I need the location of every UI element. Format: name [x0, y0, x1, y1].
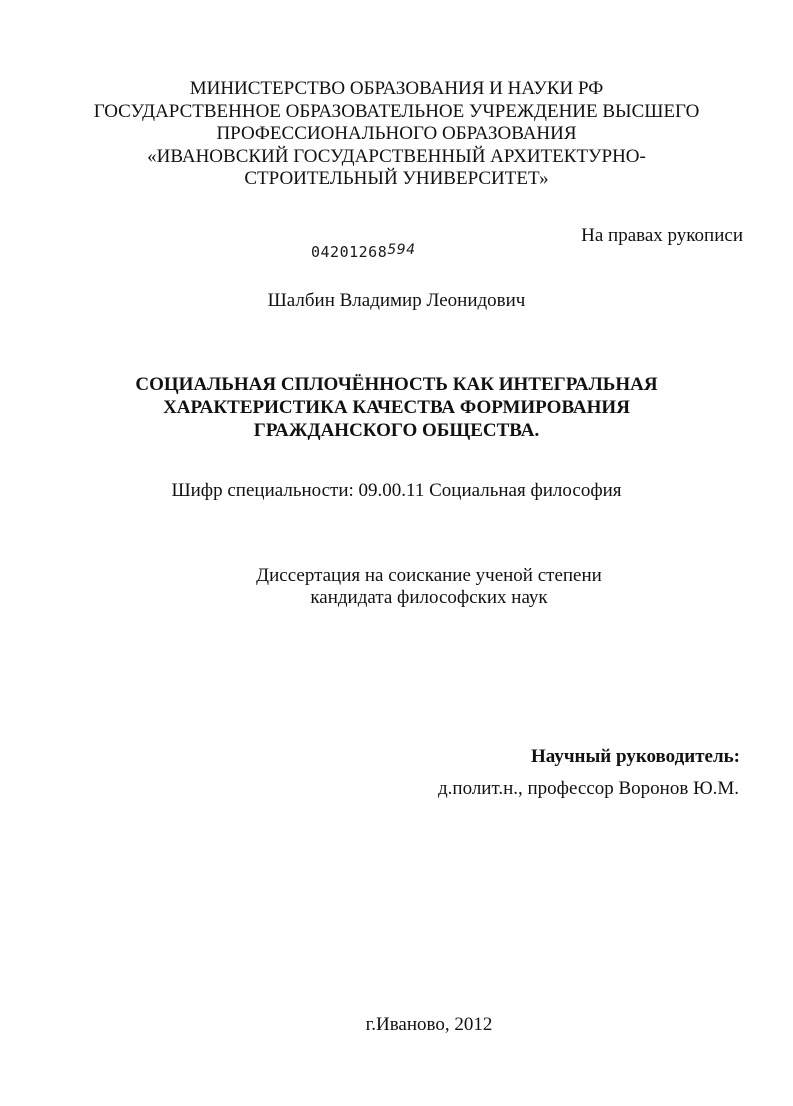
dissertation-title — [0, 373, 793, 442]
title-line-3: ГРАЖДАНСКОГО ОБЩЕСТВА. — [253, 420, 540, 441]
header-line-ministry: МИНИСТЕРСТВО ОБРАЗОВАНИЯ И НАУКИ РФ — [189, 78, 604, 99]
header-line-university-name: «ИВАНОВСКИЙ ГОСУДАРСТВЕННЫЙ АРХИТЕКТУРНО- — [147, 145, 646, 167]
header-line-education: ПРОФЕССИОНАЛЬНОГО ОБРАЗОВАНИЯ — [216, 123, 577, 144]
header-line-university-name-cont: СТРОИТЕЛЬНЫЙ УНИВЕРСИТЕТ» — [244, 168, 549, 189]
supervisor-name: д.полит.н., профессор Воронов Ю.М. — [437, 778, 739, 799]
institution-header — [0, 78, 793, 191]
header-line-institution-type: ГОСУДАРСТВЕННОЕ ОБРАЗОВАТЕЛЬНОЕ УЧРЕЖДЕНИЕ ВЫСШЕГО — [93, 100, 700, 122]
stamp-handwritten-digits: 594 — [387, 242, 416, 258]
title-line-1: СОЦИАЛЬНАЯ СПЛОЧЁННОСТЬ КАК ИНТЕГРАЛЬНАЯ — [135, 374, 658, 395]
degree-statement-line-2: кандидата философских наук — [310, 587, 548, 608]
specialty-cipher: Шифр специальности: 09.00.11 Социальная философия — [171, 480, 622, 501]
city-year: г.Иваново, 2012 — [365, 1014, 493, 1035]
degree-statement-line-1: Диссертация на соискание ученой степени — [256, 565, 602, 586]
manuscript-rights-note: На правах рукописи — [581, 225, 743, 246]
stamp-printed-number: 04201268 — [311, 243, 388, 261]
degree-statement — [0, 565, 793, 609]
supervisor-label: Научный руководитель: — [531, 746, 740, 767]
title-line-2: ХАРАКТЕРИСТИКА КАЧЕСТВА ФОРМИРОВАНИЯ — [163, 397, 630, 418]
registration-number-stamp — [311, 243, 415, 261]
author-name: Шалбин Владимир Леонидович — [267, 290, 526, 311]
